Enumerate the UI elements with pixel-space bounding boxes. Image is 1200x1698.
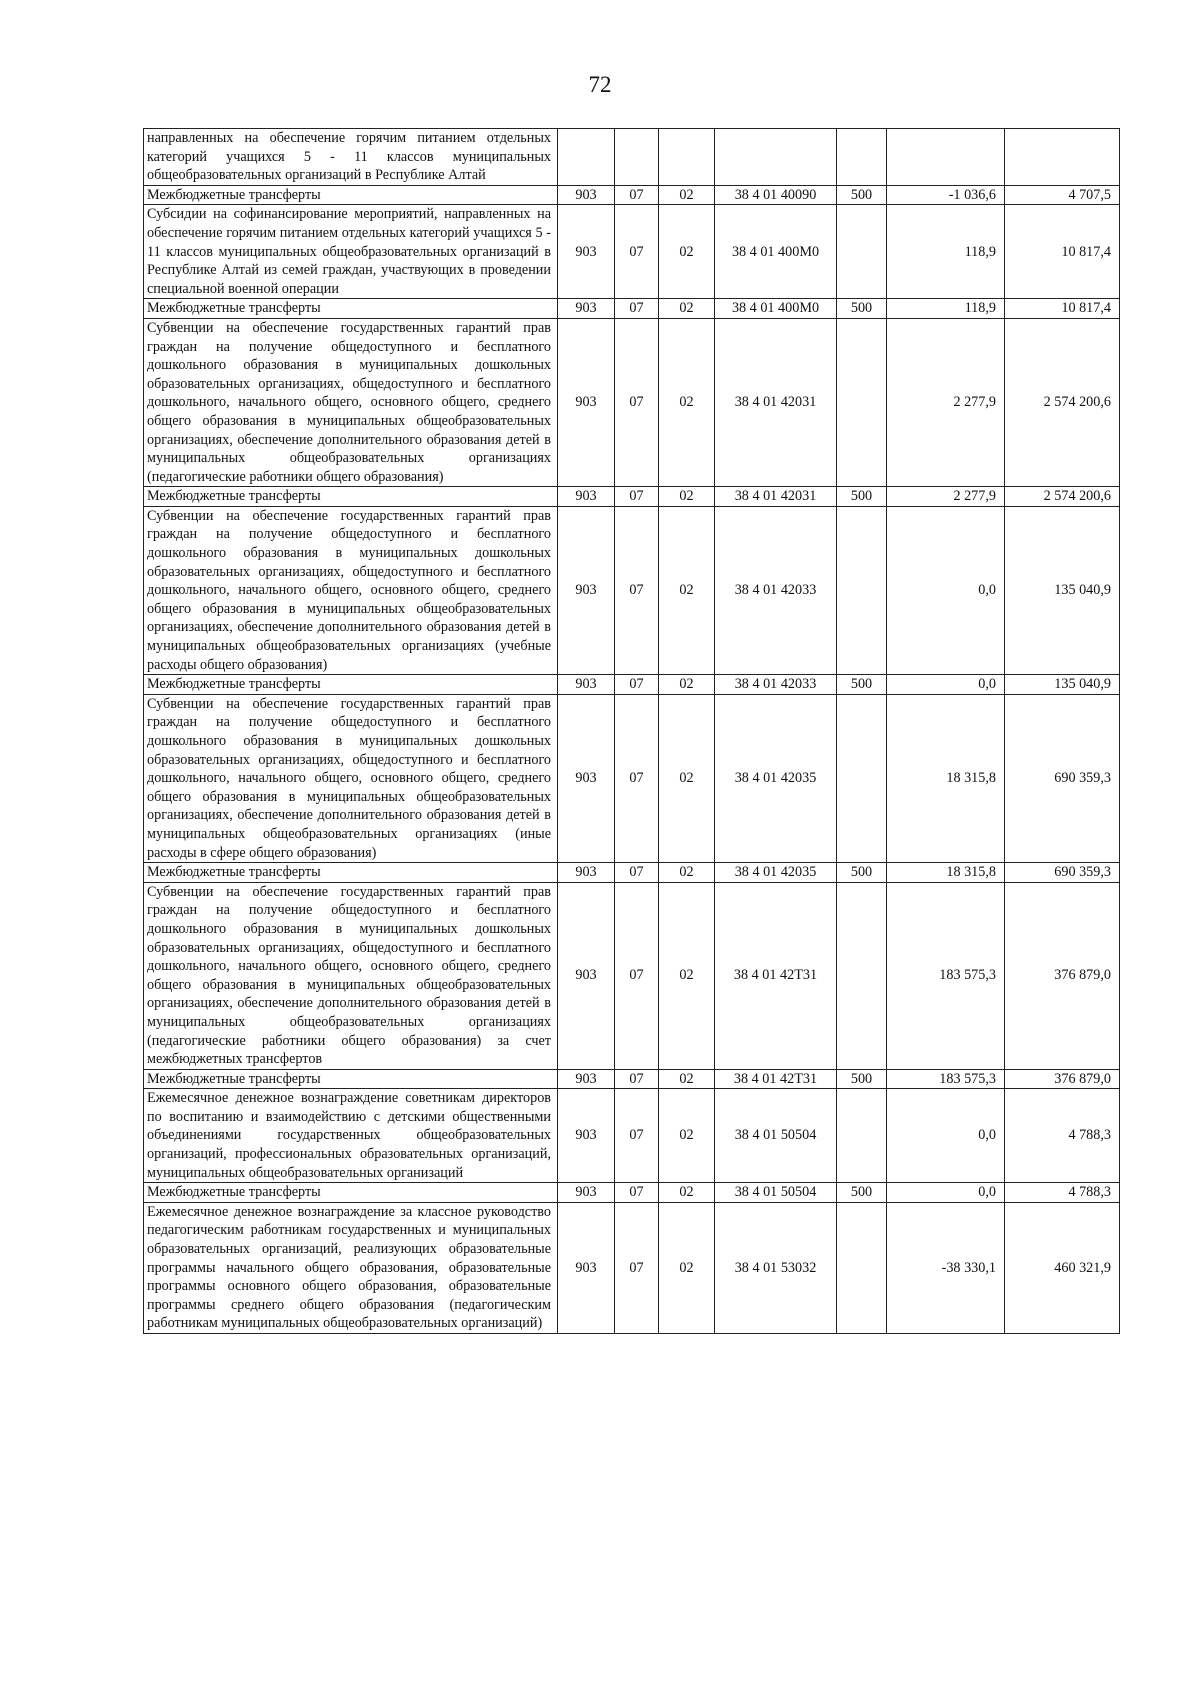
cell-amount-total: 690 359,3 <box>1005 863 1120 883</box>
cell-grbs: 903 <box>558 882 615 1069</box>
cell-grbs: 903 <box>558 1202 615 1333</box>
cell-amount-total: 4 788,3 <box>1005 1089 1120 1183</box>
cell-name: Субвенции на обеспечение государственных гарантий прав граждан на получение общедоступного и бесплатного дошкольного образования в муниципальных дошкольных образовательных организациях, общедоступного и бесплатного дошкольного, начального общего, основного общего, среднего общего образования в муниципальных общеобразовательных организациях, обеспечение дополнительного образования детей в муниципальных общеобразовательных организациях (иные расходы в сфере общего образования) <box>144 694 558 862</box>
cell-amount-change: 183 575,3 <box>887 882 1005 1069</box>
cell-subsection: 02 <box>659 299 715 319</box>
cell-amount-total <box>1005 129 1120 186</box>
table-row <box>144 185 1120 205</box>
cell-name: Межбюджетные трансферты <box>144 675 558 695</box>
cell-name: Межбюджетные трансферты <box>144 487 558 507</box>
cell-amount-change: 0,0 <box>887 675 1005 695</box>
cell-amount-total: 2 574 200,6 <box>1005 318 1120 486</box>
cell-name: Ежемесячное денежное вознаграждение советникам директоров по воспитанию и взаимодействию с детскими общественными объединениями государственных общеобразовательных организаций, профессиональных образовательных организаций, муниципальных общеобразовательных организаций <box>144 1089 558 1183</box>
cell-amount-total: 10 817,4 <box>1005 205 1120 299</box>
cell-amount-change: 2 277,9 <box>887 318 1005 486</box>
cell-grbs: 903 <box>558 1183 615 1203</box>
cell-name: Межбюджетные трансферты <box>144 1183 558 1203</box>
cell-expense-type: 500 <box>837 299 887 319</box>
cell-section: 07 <box>615 694 659 862</box>
cell-amount-total: 460 321,9 <box>1005 1202 1120 1333</box>
cell-section: 07 <box>615 675 659 695</box>
cell-amount-change: -1 036,6 <box>887 185 1005 205</box>
cell-amount-change: 118,9 <box>887 299 1005 319</box>
cell-subsection: 02 <box>659 882 715 1069</box>
table-body <box>144 129 1120 1334</box>
cell-grbs: 903 <box>558 318 615 486</box>
cell-expense-type <box>837 694 887 862</box>
cell-grbs: 903 <box>558 675 615 695</box>
cell-grbs: 903 <box>558 487 615 507</box>
cell-name: Межбюджетные трансферты <box>144 185 558 205</box>
table-row <box>144 863 1120 883</box>
cell-grbs: 903 <box>558 1069 615 1089</box>
cell-subsection: 02 <box>659 1089 715 1183</box>
cell-expense-type: 500 <box>837 1183 887 1203</box>
cell-target-article: 38 4 01 42033 <box>715 506 837 674</box>
cell-amount-total: 135 040,9 <box>1005 506 1120 674</box>
cell-name: Субвенции на обеспечение государственных гарантий прав граждан на получение общедоступного и бесплатного дошкольного образования в муниципальных дошкольных образовательных организациях, общедоступного и бесплатного дошкольного, начального общего, основного общего, среднего общего образования в муниципальных общеобразовательных организациях, обеспечение дополнительного образования детей в муниципальных общеобразовательных организациях (педагогические работники общего образования) <box>144 318 558 486</box>
cell-target-article: 38 4 01 400М0 <box>715 299 837 319</box>
cell-amount-total: 4 707,5 <box>1005 185 1120 205</box>
cell-target-article: 38 4 01 50504 <box>715 1183 837 1203</box>
cell-amount-change <box>887 129 1005 186</box>
cell-subsection: 02 <box>659 694 715 862</box>
cell-grbs <box>558 129 615 186</box>
cell-target-article: 38 4 01 50504 <box>715 1089 837 1183</box>
cell-subsection: 02 <box>659 487 715 507</box>
cell-target-article: 38 4 01 400М0 <box>715 205 837 299</box>
cell-expense-type: 500 <box>837 185 887 205</box>
cell-target-article <box>715 129 837 186</box>
cell-target-article: 38 4 01 42Т31 <box>715 882 837 1069</box>
cell-expense-type <box>837 129 887 186</box>
cell-amount-total: 10 817,4 <box>1005 299 1120 319</box>
cell-subsection: 02 <box>659 1202 715 1333</box>
cell-amount-change: 18 315,8 <box>887 863 1005 883</box>
table-row <box>144 299 1120 319</box>
cell-section: 07 <box>615 318 659 486</box>
cell-target-article: 38 4 01 40090 <box>715 185 837 205</box>
cell-grbs: 903 <box>558 299 615 319</box>
page-number: 72 <box>588 72 612 97</box>
cell-section: 07 <box>615 1202 659 1333</box>
cell-expense-type <box>837 318 887 486</box>
cell-amount-change: 18 315,8 <box>887 694 1005 862</box>
table-row <box>144 694 1120 862</box>
cell-section: 07 <box>615 863 659 883</box>
cell-amount-total: 376 879,0 <box>1005 882 1120 1069</box>
cell-subsection: 02 <box>659 1069 715 1089</box>
cell-expense-type: 500 <box>837 1069 887 1089</box>
cell-section: 07 <box>615 185 659 205</box>
cell-name: Межбюджетные трансферты <box>144 863 558 883</box>
cell-subsection: 02 <box>659 205 715 299</box>
table-row <box>144 487 1120 507</box>
cell-section: 07 <box>615 506 659 674</box>
table-row <box>144 318 1120 486</box>
table-row <box>144 1183 1120 1203</box>
cell-target-article: 38 4 01 42035 <box>715 694 837 862</box>
cell-target-article: 38 4 01 53032 <box>715 1202 837 1333</box>
cell-amount-change: 0,0 <box>887 1089 1005 1183</box>
cell-subsection <box>659 129 715 186</box>
cell-name: Субсидии на софинансирование мероприятий, направленных на обеспечение горячим питанием отдельных категорий учащихся 5 - 11 классов муниципальных общеобразовательных организаций в Республике Алтай из семей граждан, участвующих в проведении специальной военной операции <box>144 205 558 299</box>
cell-subsection: 02 <box>659 506 715 674</box>
cell-amount-total: 2 574 200,6 <box>1005 487 1120 507</box>
cell-expense-type <box>837 1202 887 1333</box>
cell-amount-change: 0,0 <box>887 1183 1005 1203</box>
cell-amount-change: 0,0 <box>887 506 1005 674</box>
cell-target-article: 38 4 01 42031 <box>715 318 837 486</box>
table-row <box>144 1089 1120 1183</box>
cell-name: Субвенции на обеспечение государственных гарантий прав граждан на получение общедоступного и бесплатного дошкольного образования в муниципальных дошкольных образовательных организациях, общедоступного и бесплатного дошкольного, начального общего, основного общего, среднего общего образования в муниципальных общеобразовательных организациях, обеспечение дополнительного образования детей в муниципальных общеобразовательных организациях (педагогические работники общего образования) за счет межбюджетных трансфертов <box>144 882 558 1069</box>
cell-section: 07 <box>615 205 659 299</box>
cell-amount-change: 2 277,9 <box>887 487 1005 507</box>
cell-name: Межбюджетные трансферты <box>144 299 558 319</box>
cell-name: Межбюджетные трансферты <box>144 1069 558 1089</box>
table-row <box>144 1069 1120 1089</box>
cell-section: 07 <box>615 1069 659 1089</box>
cell-amount-change: -38 330,1 <box>887 1202 1005 1333</box>
table-row <box>144 129 1120 186</box>
cell-section: 07 <box>615 1183 659 1203</box>
table-row <box>144 882 1120 1069</box>
cell-amount-total: 4 788,3 <box>1005 1183 1120 1203</box>
cell-grbs: 903 <box>558 694 615 862</box>
cell-target-article: 38 4 01 42Т31 <box>715 1069 837 1089</box>
cell-expense-type <box>837 205 887 299</box>
cell-section: 07 <box>615 299 659 319</box>
cell-grbs: 903 <box>558 185 615 205</box>
cell-target-article: 38 4 01 42031 <box>715 487 837 507</box>
cell-expense-type <box>837 506 887 674</box>
cell-amount-total: 135 040,9 <box>1005 675 1120 695</box>
cell-subsection: 02 <box>659 318 715 486</box>
cell-grbs: 903 <box>558 1089 615 1183</box>
table-row <box>144 506 1120 674</box>
cell-name: Субвенции на обеспечение государственных гарантий прав граждан на получение общедоступного и бесплатного дошкольного образования в муниципальных дошкольных образовательных организациях, общедоступного и бесплатного дошкольного, начального общего, основного общего, среднего общего образования в муниципальных общеобразовательных организациях, обеспечение дополнительного образования детей в муниципальных общеобразовательных организациях (учебные расходы общего образования) <box>144 506 558 674</box>
cell-expense-type: 500 <box>837 863 887 883</box>
cell-section <box>615 129 659 186</box>
cell-name: Ежемесячное денежное вознаграждение за классное руководство педагогическим работникам государственных и муниципальных образовательных организаций, реализующих образовательные программы начального общего образования, образовательные программы основного общего образования, образовательные программы среднего общего образования (педагогическим работникам муниципальных общеобразовательных организаций) <box>144 1202 558 1333</box>
cell-subsection: 02 <box>659 863 715 883</box>
table-row <box>144 675 1120 695</box>
cell-amount-change: 183 575,3 <box>887 1069 1005 1089</box>
budget-table <box>143 128 1120 1334</box>
table-row <box>144 1202 1120 1333</box>
cell-expense-type <box>837 1089 887 1183</box>
cell-name: направленных на обеспечение горячим питанием отдельных категорий учащихся 5 - 11 классов муниципальных общеобразовательных организаций в Республике Алтай <box>144 129 558 186</box>
cell-grbs: 903 <box>558 863 615 883</box>
cell-target-article: 38 4 01 42033 <box>715 675 837 695</box>
cell-grbs: 903 <box>558 506 615 674</box>
cell-amount-change: 118,9 <box>887 205 1005 299</box>
cell-target-article: 38 4 01 42035 <box>715 863 837 883</box>
cell-subsection: 02 <box>659 1183 715 1203</box>
table-row <box>144 205 1120 299</box>
cell-grbs: 903 <box>558 205 615 299</box>
cell-amount-total: 376 879,0 <box>1005 1069 1120 1089</box>
cell-subsection: 02 <box>659 185 715 205</box>
cell-subsection: 02 <box>659 675 715 695</box>
cell-section: 07 <box>615 487 659 507</box>
cell-section: 07 <box>615 1089 659 1183</box>
cell-amount-total: 690 359,3 <box>1005 694 1120 862</box>
cell-expense-type: 500 <box>837 487 887 507</box>
cell-section: 07 <box>615 882 659 1069</box>
cell-expense-type <box>837 882 887 1069</box>
cell-expense-type: 500 <box>837 675 887 695</box>
